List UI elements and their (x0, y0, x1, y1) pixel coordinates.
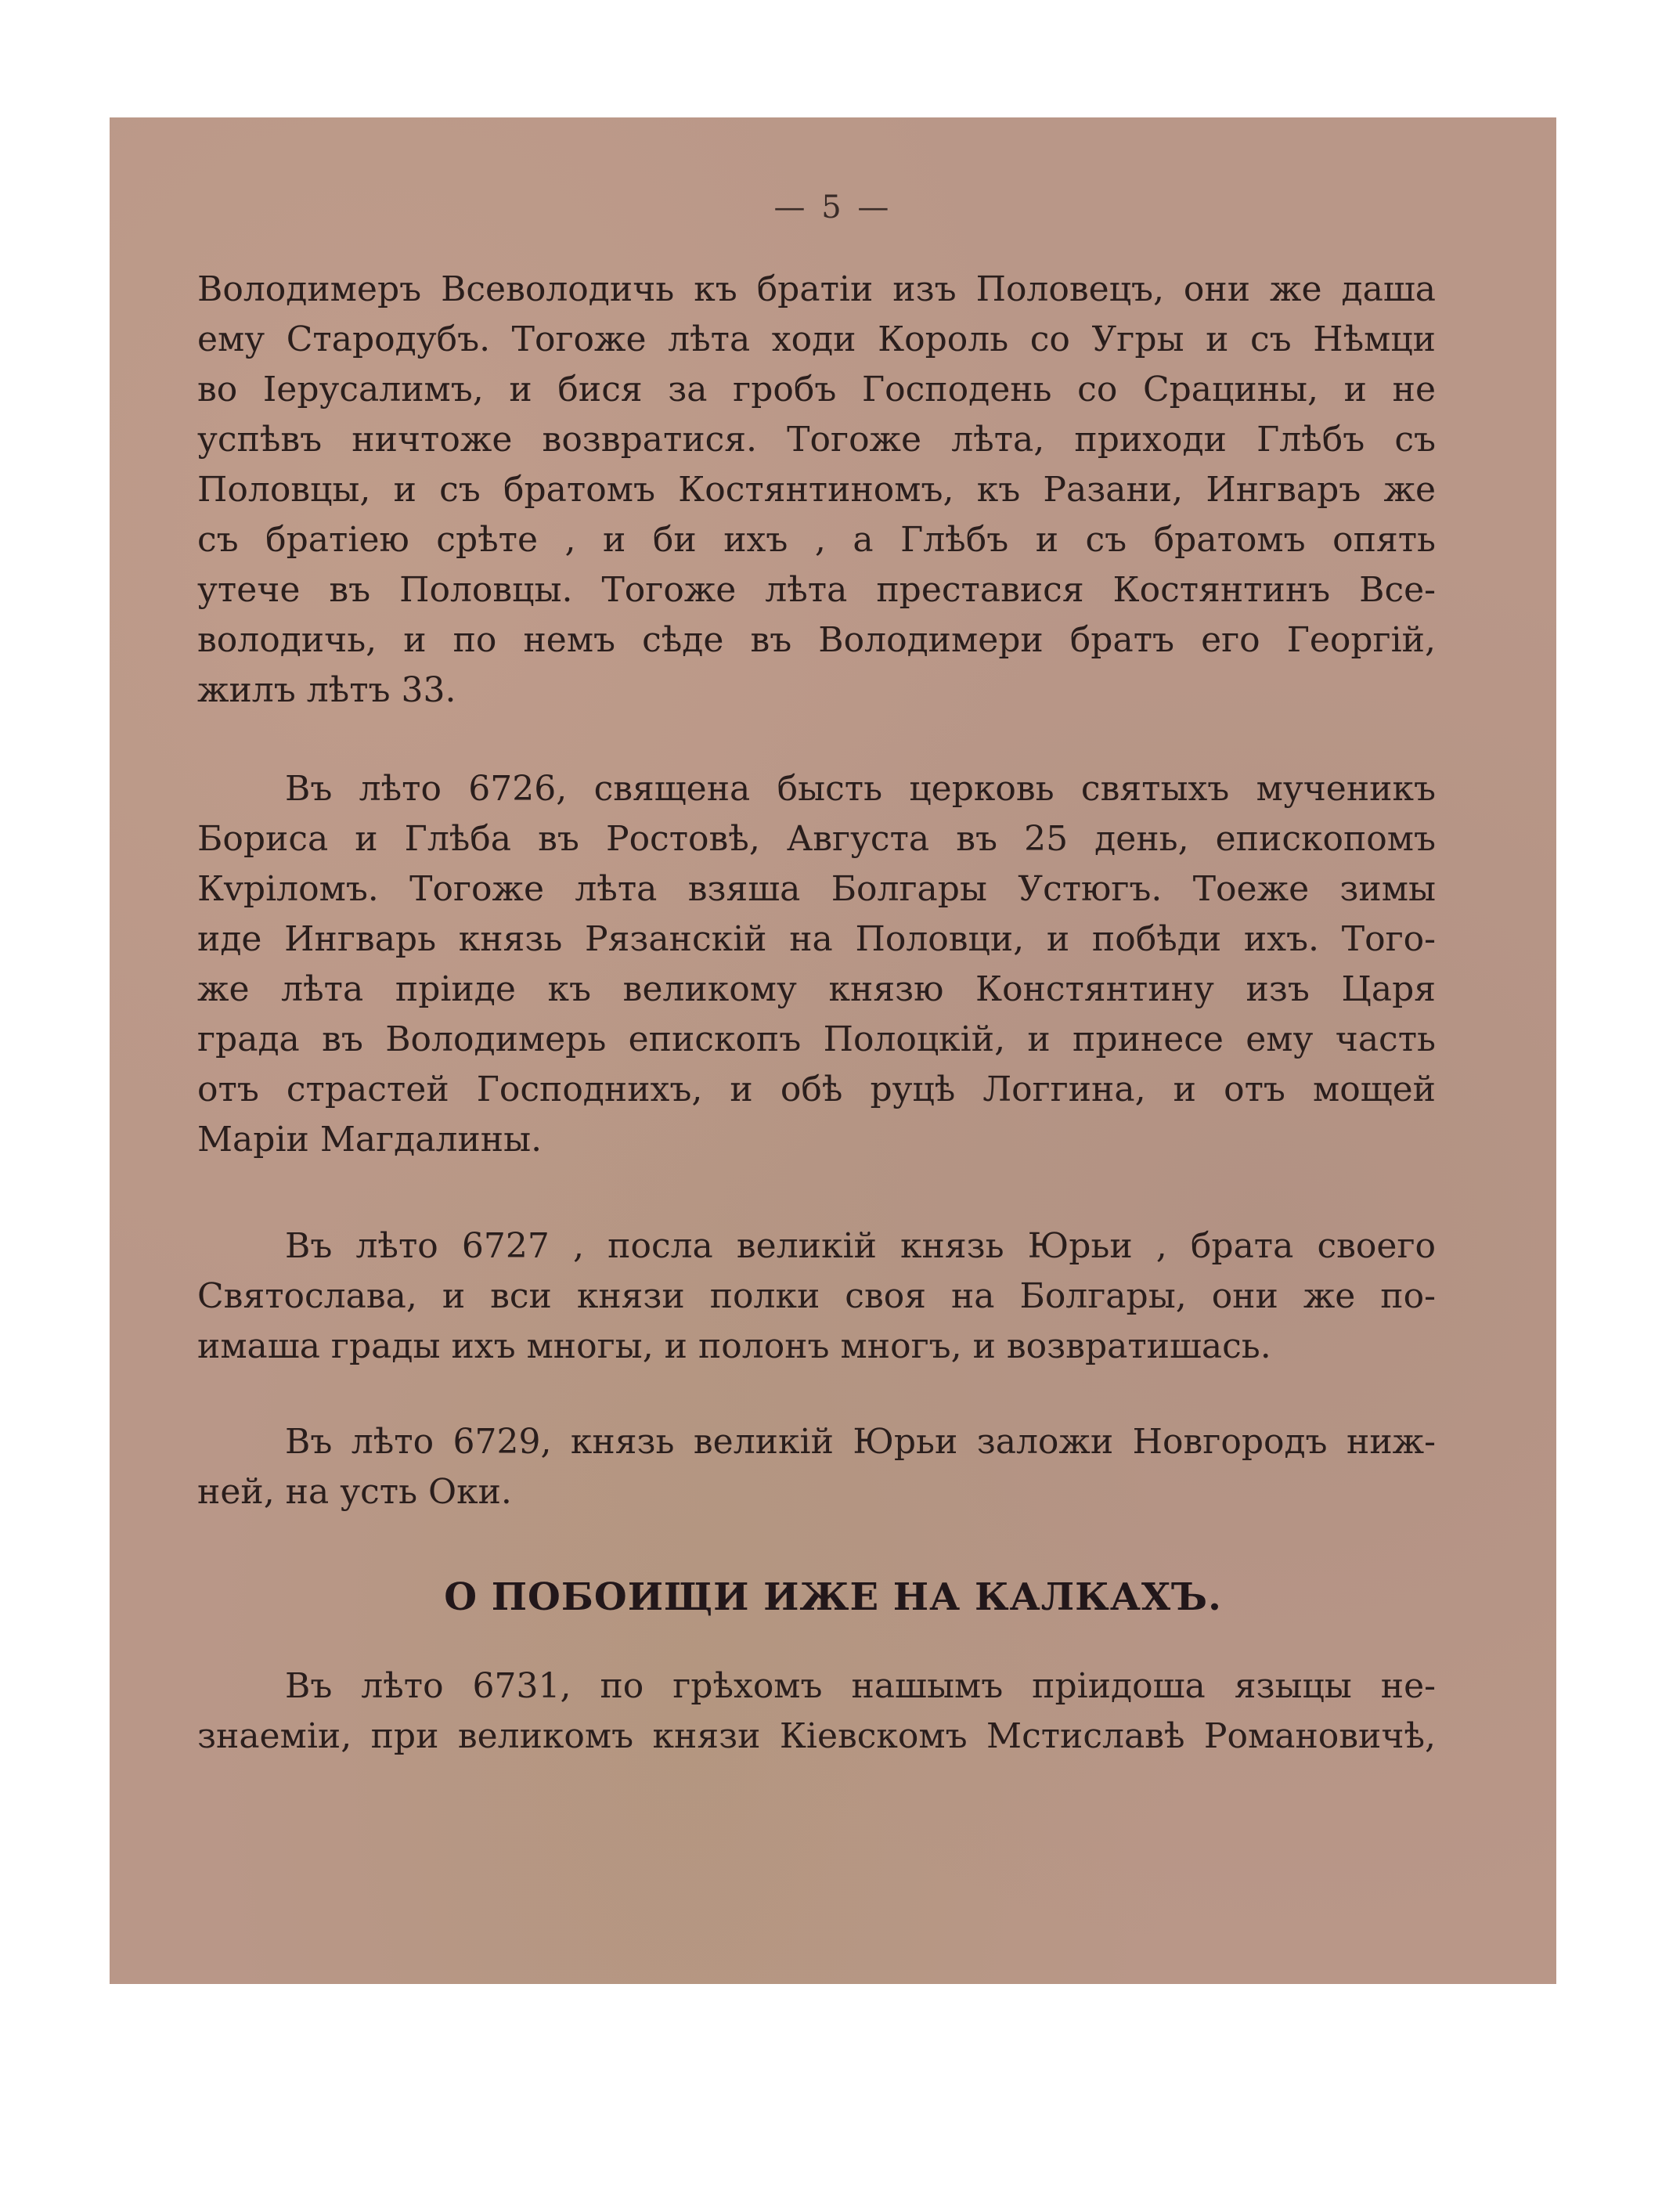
text-line: иде Ингварь князь Рязанскій на Половци, и побѣди ихъ. Того- (197, 919, 1436, 959)
text-line: ему Стародубъ. Тогоже лѣта ходи Король со Угры и съ Нѣмци (197, 319, 1436, 359)
text-line: града въ Володимерь епископъ Полоцкій, и принесе ему часть (197, 1019, 1436, 1059)
text-line: володичь, и по немъ сѣде въ Володимери братъ его Георгій, (197, 620, 1436, 660)
text-line: Кvріломъ. Тогоже лѣта взяша Болгары Устюгъ. Тоеже зимы (197, 869, 1436, 909)
paragraph-4 (197, 1417, 1436, 1517)
section-heading: О ПОБОИЩИ ИЖЕ НА КАЛКАХЪ. (444, 1575, 1222, 1619)
text-line: ней, на усть Оки. (197, 1472, 512, 1512)
text-line: знаеміи, при великомъ князи Кіевскомъ Мстиславѣ Романовичѣ, (197, 1716, 1436, 1756)
text-line: Святослава, и вси князи полки своя на Болгары, они же по- (197, 1276, 1436, 1316)
text-line: успѣвъ ничтоже возвратися. Тогоже лѣта, приходи Глѣбъ съ (197, 420, 1436, 460)
paragraph-5 (197, 1661, 1436, 1762)
text-line: во Іерусалимъ, и бися за гробъ Господень со Срацины, и не (197, 370, 1436, 409)
text-line: Въ лѣто 6727 , посла великій князь Юрьи , брата своего (285, 1226, 1436, 1266)
paragraph-3 (197, 1221, 1436, 1372)
page-number: — 5 — (773, 189, 892, 225)
text-line: имаша грады ихъ многы, и полонъ многъ, и возвратишась. (197, 1326, 1271, 1366)
paragraph-2 (197, 764, 1436, 1165)
text-line: Въ лѣто 6729, князь великій Юрьи заложи Новгородъ ниж- (285, 1422, 1436, 1462)
text-line: Въ лѣто 6726, священа бысть церковь святыхъ мученикъ (285, 769, 1436, 809)
scanned-page (110, 117, 1556, 1984)
text-line: Бориса и Глѣба въ Ростовѣ, Августа въ 25 день, епископомъ (197, 819, 1436, 859)
text-line: Маріи Магдалины. (197, 1120, 543, 1160)
text-line: отъ страстей Господнихъ, и обѣ руцѣ Логгина, и отъ мощей (197, 1070, 1436, 1109)
text-line: Володимеръ Всеволодичь къ братіи изъ Половецъ, они же даша (197, 269, 1436, 309)
text-line: же лѣта пріиде къ великому князю Констянтину изъ Царя (197, 969, 1436, 1009)
text-line: Въ лѣто 6731, по грѣхомъ нашымъ пріидоша языцы не- (285, 1666, 1436, 1706)
paragraph-1 (197, 265, 1436, 716)
text-line: съ братіею срѣте , и би ихъ , а Глѣбъ и съ братомъ опять (197, 520, 1436, 560)
text-line: Половцы, и съ братомъ Костянтиномъ, къ Разани, Ингваръ же (197, 470, 1436, 510)
text-line: утече въ Половцы. Тогоже лѣта преставися Костянтинъ Все- (197, 570, 1436, 610)
text-line: жилъ лѣтъ 33. (197, 670, 456, 710)
